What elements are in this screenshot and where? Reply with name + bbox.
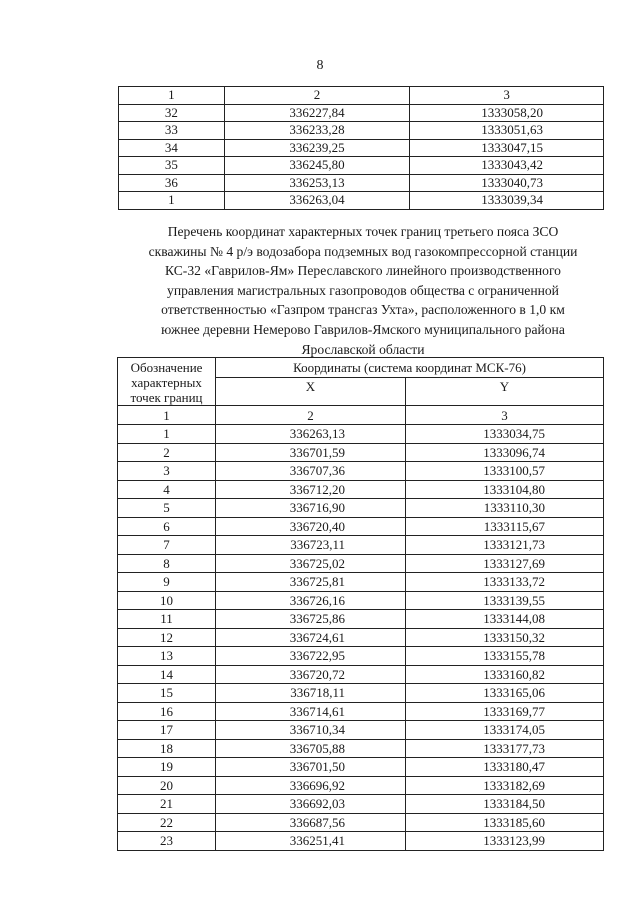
y-coordinate-cell: 1333169,77 bbox=[406, 702, 604, 721]
x-coordinate-cell: 336251,41 bbox=[216, 832, 406, 851]
table-row bbox=[118, 758, 604, 777]
x-coordinate-cell: 336696,92 bbox=[216, 776, 406, 795]
table-row bbox=[118, 739, 604, 758]
point-number-cell: 5 bbox=[118, 499, 216, 518]
y-coordinate-cell: 1333182,69 bbox=[406, 776, 604, 795]
x-coordinate-cell: 336239,25 bbox=[224, 139, 410, 157]
x-coordinate-cell: 336725,81 bbox=[216, 573, 406, 592]
top-coordinates-table bbox=[118, 86, 604, 210]
x-coordinate-cell: 336718,11 bbox=[216, 684, 406, 703]
x-coordinate-cell: 336725,86 bbox=[216, 610, 406, 629]
table-row bbox=[118, 573, 604, 592]
point-number-cell: 4 bbox=[118, 480, 216, 499]
point-number-cell: 23 bbox=[118, 832, 216, 851]
point-number-cell: 3 bbox=[118, 462, 216, 481]
table-row bbox=[118, 480, 604, 499]
point-number-cell: 1 bbox=[119, 192, 225, 210]
header-line: Обозначение bbox=[130, 360, 203, 375]
index-cell: 2 bbox=[216, 406, 406, 425]
table-row bbox=[118, 813, 604, 832]
point-number-cell: 16 bbox=[118, 702, 216, 721]
x-coordinate-cell: 336263,13 bbox=[216, 425, 406, 444]
y-coordinate-cell: 1333115,67 bbox=[406, 517, 604, 536]
header-line: характерных bbox=[131, 375, 202, 390]
table-row bbox=[118, 684, 604, 703]
top-table-row bbox=[119, 104, 604, 122]
point-number-cell: 19 bbox=[118, 758, 216, 777]
point-number-cell: 12 bbox=[118, 628, 216, 647]
coordinates-system-header: Координаты (система координат МСК-76) bbox=[216, 358, 604, 378]
x-coordinate-cell: 336720,40 bbox=[216, 517, 406, 536]
top-table-header-row bbox=[119, 87, 604, 105]
y-coordinate-cell: 1333127,69 bbox=[406, 554, 604, 573]
y-coordinate-cell: 1333150,32 bbox=[406, 628, 604, 647]
x-coordinate-cell: 336233,28 bbox=[224, 122, 410, 140]
y-coordinate-cell: 1333051,63 bbox=[410, 122, 604, 140]
point-number-cell: 18 bbox=[118, 739, 216, 758]
main-table-index-row bbox=[118, 406, 604, 425]
top-table-row bbox=[119, 192, 604, 210]
table-row bbox=[118, 554, 604, 573]
point-number-cell: 9 bbox=[118, 573, 216, 592]
x-coordinate-cell: 336245,80 bbox=[224, 157, 410, 175]
top-table-row bbox=[119, 139, 604, 157]
point-number-cell: 22 bbox=[118, 813, 216, 832]
table-row bbox=[118, 776, 604, 795]
y-coordinate-cell: 1333185,60 bbox=[406, 813, 604, 832]
y-coordinate-cell: 1333133,72 bbox=[406, 573, 604, 592]
table-row bbox=[118, 702, 604, 721]
y-coordinate-cell: 1333040,73 bbox=[410, 174, 604, 192]
header-line: точек границ bbox=[130, 390, 203, 405]
point-number-cell: 14 bbox=[118, 665, 216, 684]
x-coordinate-cell: 336712,20 bbox=[216, 480, 406, 499]
table-row bbox=[118, 591, 604, 610]
point-number-cell: 2 bbox=[118, 443, 216, 462]
caption-line: Ярославской области bbox=[301, 341, 425, 357]
table-row bbox=[118, 443, 604, 462]
main-table-header-row bbox=[118, 358, 604, 378]
table-row bbox=[118, 665, 604, 684]
x-coordinate-cell: 336724,61 bbox=[216, 628, 406, 647]
point-number-cell: 33 bbox=[119, 122, 225, 140]
y-coordinate-cell: 1333110,30 bbox=[406, 499, 604, 518]
point-designation-header bbox=[118, 358, 216, 406]
y-coordinate-cell: 1333155,78 bbox=[406, 647, 604, 666]
point-number-cell: 15 bbox=[118, 684, 216, 703]
y-coordinate-cell: 1333096,74 bbox=[406, 443, 604, 462]
y-coordinate-cell: 1333165,06 bbox=[406, 684, 604, 703]
point-number-cell: 8 bbox=[118, 554, 216, 573]
y-coordinate-cell: 1333174,05 bbox=[406, 721, 604, 740]
table-row bbox=[118, 610, 604, 629]
point-number-cell: 34 bbox=[119, 139, 225, 157]
table-row bbox=[118, 499, 604, 518]
point-number-cell: 7 bbox=[118, 536, 216, 555]
point-number-cell: 32 bbox=[119, 104, 225, 122]
y-coordinate-cell: 1333184,50 bbox=[406, 795, 604, 814]
point-number-cell: 11 bbox=[118, 610, 216, 629]
point-number-cell: 36 bbox=[119, 174, 225, 192]
top-table-row bbox=[119, 157, 604, 175]
caption-line: южнее деревни Немерово Гаврилов-Ямского муниципального района bbox=[161, 321, 565, 337]
table-row bbox=[118, 721, 604, 740]
top-table-row bbox=[119, 122, 604, 140]
point-number-cell: 20 bbox=[118, 776, 216, 795]
point-number-cell: 21 bbox=[118, 795, 216, 814]
table-row bbox=[118, 832, 604, 851]
x-coordinate-cell: 336692,03 bbox=[216, 795, 406, 814]
index-cell: 3 bbox=[406, 406, 604, 425]
y-coordinate-cell: 1333160,82 bbox=[406, 665, 604, 684]
x-coordinate-cell: 336726,16 bbox=[216, 591, 406, 610]
x-coordinate-cell: 336714,61 bbox=[216, 702, 406, 721]
x-coordinate-cell: 336701,59 bbox=[216, 443, 406, 462]
y-coordinate-cell: 1333058,20 bbox=[410, 104, 604, 122]
y-coordinate-cell: 1333039,34 bbox=[410, 192, 604, 210]
table-caption bbox=[120, 222, 606, 359]
y-coordinate-cell: 1333123,99 bbox=[406, 832, 604, 851]
main-coordinates-table bbox=[117, 357, 604, 851]
x-coordinate-cell: 336227,84 bbox=[224, 104, 410, 122]
point-number-cell: 10 bbox=[118, 591, 216, 610]
y-coordinate-cell: 1333100,57 bbox=[406, 462, 604, 481]
table-row bbox=[118, 517, 604, 536]
y-coordinate-cell: 1333139,55 bbox=[406, 591, 604, 610]
table-row bbox=[118, 425, 604, 444]
x-coordinate-cell: 336723,11 bbox=[216, 536, 406, 555]
x-coordinate-cell: 336705,88 bbox=[216, 739, 406, 758]
table-row bbox=[118, 462, 604, 481]
point-number-cell: 17 bbox=[118, 721, 216, 740]
y-coordinate-cell: 1333047,15 bbox=[410, 139, 604, 157]
table-row bbox=[118, 647, 604, 666]
y-header: Y bbox=[406, 378, 604, 406]
x-coordinate-cell: 336716,90 bbox=[216, 499, 406, 518]
x-header: X bbox=[216, 378, 406, 406]
top-header-cell: 1 bbox=[119, 87, 225, 105]
x-coordinate-cell: 336263,04 bbox=[224, 192, 410, 210]
x-coordinate-cell: 336701,50 bbox=[216, 758, 406, 777]
x-coordinate-cell: 336725,02 bbox=[216, 554, 406, 573]
table-row bbox=[118, 628, 604, 647]
x-coordinate-cell: 336720,72 bbox=[216, 665, 406, 684]
page-number: 8 bbox=[316, 58, 324, 73]
y-coordinate-cell: 1333144,08 bbox=[406, 610, 604, 629]
x-coordinate-cell: 336707,36 bbox=[216, 462, 406, 481]
point-number-cell: 35 bbox=[119, 157, 225, 175]
table-row bbox=[118, 536, 604, 555]
y-coordinate-cell: 1333180,47 bbox=[406, 758, 604, 777]
point-number-cell: 1 bbox=[118, 425, 216, 444]
y-coordinate-cell: 1333121,73 bbox=[406, 536, 604, 555]
top-header-cell: 3 bbox=[410, 87, 604, 105]
y-coordinate-cell: 1333034,75 bbox=[406, 425, 604, 444]
top-table-body bbox=[119, 87, 604, 210]
x-coordinate-cell: 336687,56 bbox=[216, 813, 406, 832]
main-table-body bbox=[118, 358, 604, 851]
table-row bbox=[118, 795, 604, 814]
x-coordinate-cell: 336710,34 bbox=[216, 721, 406, 740]
caption-line: ответственностью «Газпром трансгаз Ухта», расположенного в 1,0 км bbox=[161, 302, 565, 318]
caption-line: скважины № 4 р/э водозабора подземных вод газокомпрессорной станции bbox=[148, 243, 578, 259]
point-number-cell: 13 bbox=[118, 647, 216, 666]
y-coordinate-cell: 1333177,73 bbox=[406, 739, 604, 758]
top-header-cell: 2 bbox=[224, 87, 410, 105]
x-coordinate-cell: 336722,95 bbox=[216, 647, 406, 666]
index-cell: 1 bbox=[118, 406, 216, 425]
point-number-cell: 6 bbox=[118, 517, 216, 536]
top-table-row bbox=[119, 174, 604, 192]
caption-line: КС-32 «Гаврилов-Ям» Переславского линейного производственного bbox=[165, 263, 561, 279]
y-coordinate-cell: 1333043,42 bbox=[410, 157, 604, 175]
x-coordinate-cell: 336253,13 bbox=[224, 174, 410, 192]
y-coordinate-cell: 1333104,80 bbox=[406, 480, 604, 499]
caption-line: Перечень координат характерных точек границ третьего пояса ЗСО bbox=[167, 224, 559, 239]
caption-line: управления магистральных газопроводов общества с ограниченной bbox=[167, 282, 559, 298]
